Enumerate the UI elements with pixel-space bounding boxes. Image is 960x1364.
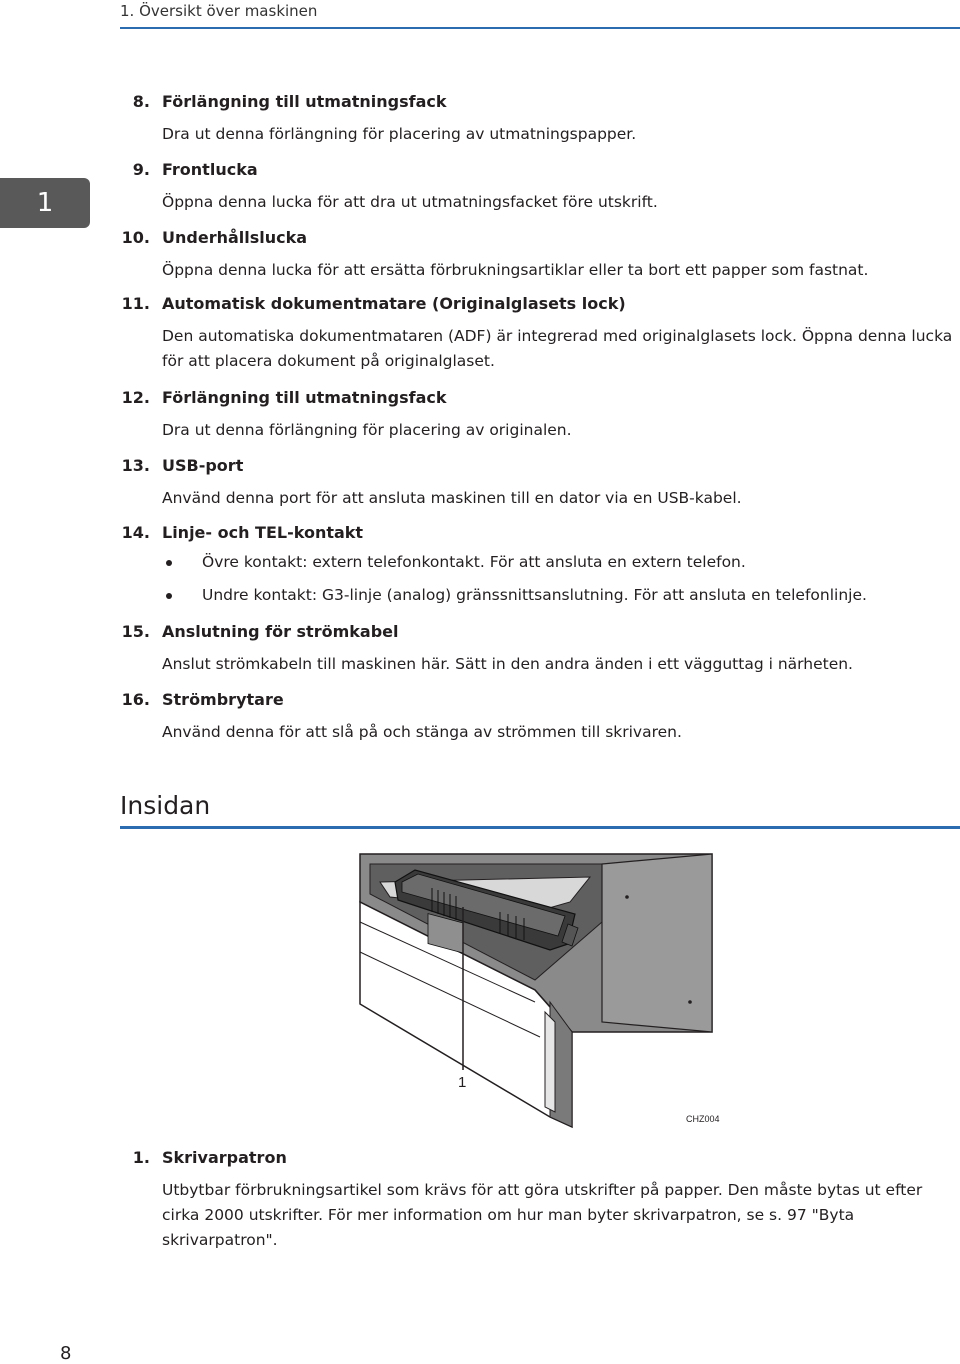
item-description: Den automatiska dokumentmataren (ADF) är integrerad med originalglasets lock. Öppna denna lucka för att placera dokument på originalglaset. <box>162 327 953 370</box>
item-title: Förlängning till utmatningsfack <box>162 388 447 407</box>
item-title: Automatisk dokumentmatare (Originalglasets lock) <box>162 294 626 313</box>
list-item <box>120 522 960 616</box>
list-item <box>120 689 960 745</box>
item-title: Linje- och TEL-kontakt <box>162 523 364 542</box>
item-title: Skrivarpatron <box>162 1148 287 1167</box>
section-rule <box>120 826 960 829</box>
item-number: 1. <box>132 1148 150 1167</box>
bullet-item: Undre kontakt: G3-linje (analog) gränssnittsanslutning. För att ansluta en telefonlinje. <box>162 583 960 608</box>
item-description: Utbytbar förbrukningsartikel som krävs för att göra utskrifter på papper. Den måste bytas ut efter cirka 2000 utskrifter. För mer information om hur man byter skrivarpatron, se s. 97 "Byta skrivarpatron". <box>162 1181 923 1249</box>
item-title: Anslutning för strömkabel <box>162 622 399 641</box>
section-title: Insidan <box>120 791 211 820</box>
figure-callout: 1 <box>458 1074 467 1091</box>
item-number: 15. <box>121 622 150 641</box>
item-title: Förlängning till utmatningsfack <box>162 92 447 111</box>
list-item <box>120 293 960 374</box>
item-title: Strömbrytare <box>162 690 284 709</box>
item-description: Använd denna för att slå på och stänga av strömmen till skrivaren. <box>162 723 682 741</box>
running-header: 1. Översikt över maskinen <box>120 2 318 20</box>
item-description: Använd denna port för att ansluta maskinen till en dator via en USB-kabel. <box>162 489 742 507</box>
list-item <box>120 621 960 677</box>
item-title: USB-port <box>162 456 244 475</box>
item-number: 16. <box>121 690 150 709</box>
list-item <box>120 387 960 443</box>
item-number: 10. <box>121 228 150 247</box>
item-description: Anslut strömkabeln till maskinen här. Sätt in den andra änden i ett vägguttag i närheten. <box>162 655 853 673</box>
item-number: 12. <box>121 388 150 407</box>
list-item <box>120 227 960 283</box>
list-item <box>120 159 960 215</box>
figure-code: CHZ004 <box>686 1114 720 1124</box>
item-description: Dra ut denna förlängning för placering av utmatningspapper. <box>162 125 637 143</box>
page-number: 8 <box>60 1343 72 1364</box>
item-number: 9. <box>132 160 150 179</box>
printer-illustration <box>340 852 740 1132</box>
list-item <box>120 91 960 147</box>
item-number: 14. <box>121 523 150 542</box>
chapter-tab: 1 <box>0 178 90 228</box>
item-number: 13. <box>121 456 150 475</box>
bullet-list <box>162 550 960 608</box>
item-number: 8. <box>132 92 150 111</box>
header-rule <box>120 27 960 29</box>
item-title: Frontlucka <box>162 160 258 179</box>
item-number: 11. <box>121 294 150 313</box>
item-description: Öppna denna lucka för att ersätta förbrukningsartiklar eller ta bort ett papper som fastnat. <box>162 261 869 279</box>
item-title: Underhållslucka <box>162 228 308 247</box>
bullet-item: Övre kontakt: extern telefonkontakt. För att ansluta en extern telefon. <box>162 550 960 575</box>
list-item <box>120 1147 960 1253</box>
list-item <box>120 455 960 511</box>
item-description: Öppna denna lucka för att dra ut utmatningsfacket före utskrift. <box>162 193 658 211</box>
item-description: Dra ut denna förlängning för placering av originalen. <box>162 421 572 439</box>
